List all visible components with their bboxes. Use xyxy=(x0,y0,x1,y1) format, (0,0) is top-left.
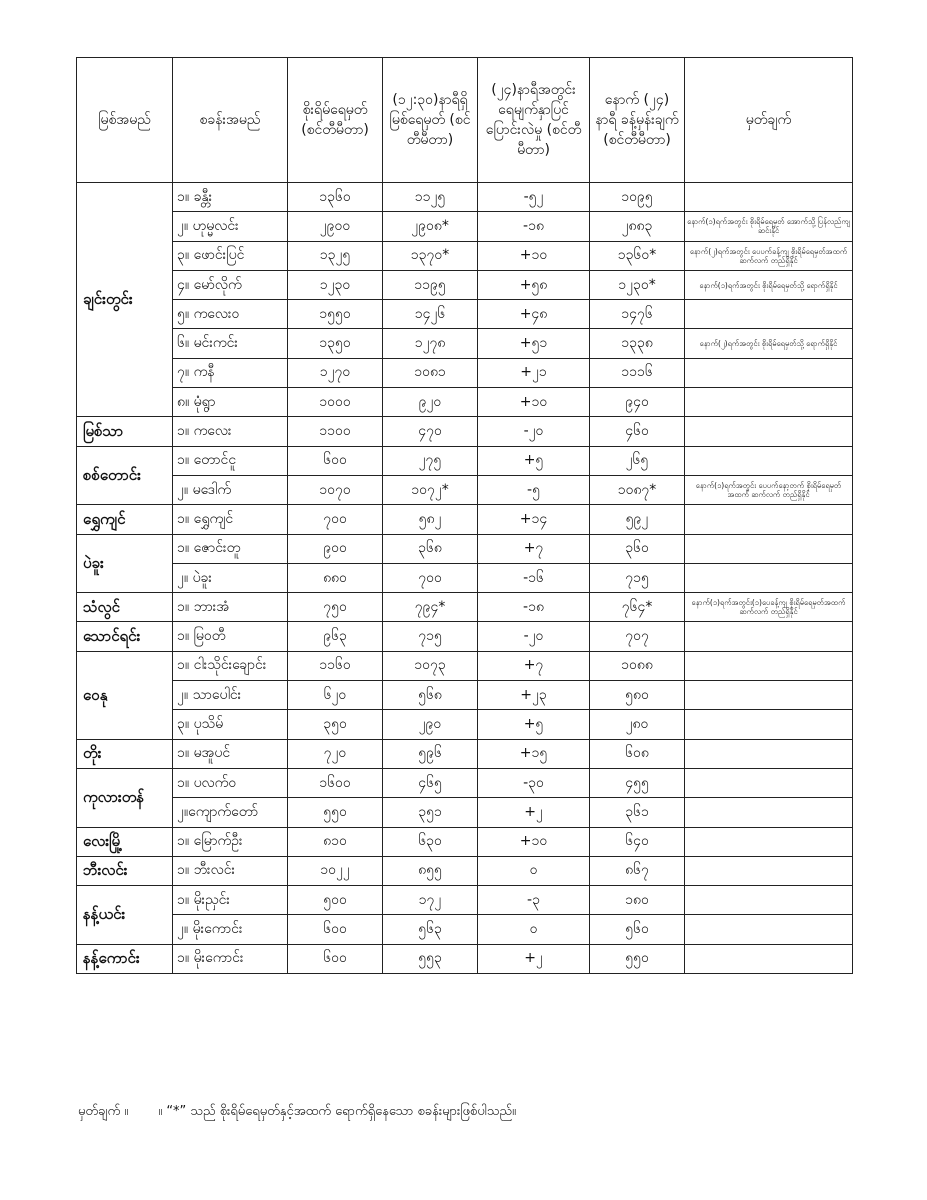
station-name: ၂။ မိုးကောင်း xyxy=(173,915,288,944)
danger-level: ၁၃၂၅ xyxy=(288,241,383,270)
footnote-label: မှတ်ချက် ။ xyxy=(78,1104,129,1119)
table-row xyxy=(77,827,853,856)
danger-level: ၁၀၂၂ xyxy=(288,856,383,885)
river-name: ပဲခူး xyxy=(77,534,173,593)
table-row xyxy=(77,886,853,915)
level-change: -၂၀ xyxy=(478,417,590,446)
remark: နောက်(၂)ရက်အတွင်း စိုးရိမ်ရေမှတ်သို့ ရောက်ရှိနိုင် xyxy=(685,329,853,358)
remark xyxy=(685,915,853,944)
forecast-level: ၂၈၀ xyxy=(590,710,685,739)
river-name: စစ်တောင်း xyxy=(77,446,173,505)
current-level: ၄၆၅ xyxy=(383,768,478,797)
forecast-level: ၅၆၀ xyxy=(590,915,685,944)
danger-level: ၇၀၀ xyxy=(288,505,383,534)
station-name: ၁။ ဘားအံ xyxy=(173,593,288,622)
station-name: ၁။ ပလက်ဝ xyxy=(173,768,288,797)
danger-level: ၁၆၀၀ xyxy=(288,768,383,797)
current-level: ၂၉၀၈* xyxy=(383,212,478,241)
remark xyxy=(685,768,853,797)
level-change: +၁၀ xyxy=(478,388,590,417)
danger-level: ၇၂၀ xyxy=(288,739,383,768)
danger-level: ၇၅၀ xyxy=(288,593,383,622)
level-change: +၁၀ xyxy=(478,827,590,856)
remark xyxy=(685,505,853,534)
current-level: ၅၆၈ xyxy=(383,681,478,710)
remark xyxy=(685,183,853,212)
remark xyxy=(685,739,853,768)
remark xyxy=(685,710,853,739)
table-row xyxy=(77,270,853,299)
danger-level: ၁၀၀၀ xyxy=(288,388,383,417)
river-name: ရွှေကျင် xyxy=(77,505,173,534)
station-name: ၄။ မော်လိုက် xyxy=(173,270,288,299)
remark xyxy=(685,651,853,680)
table-row xyxy=(77,183,853,212)
level-change: -၁၈ xyxy=(478,593,590,622)
river-name: ဘီးလင်း xyxy=(77,856,173,885)
station-name: ၁။ ငါးသိုင်းချောင်း xyxy=(173,651,288,680)
station-name: ၁။ မြဝတီ xyxy=(173,622,288,651)
forecast-level: ၂၆၅ xyxy=(590,446,685,475)
current-level: ၁၀၇၂* xyxy=(383,475,478,504)
table-row xyxy=(77,915,853,944)
current-level: ၁၄၂၆ xyxy=(383,300,478,329)
station-name: ၁။ မိုးကောင်း xyxy=(173,944,288,973)
current-level: ၁၀၈၁ xyxy=(383,358,478,387)
level-change: +၁၀ xyxy=(478,241,590,270)
table-row xyxy=(77,768,853,797)
forecast-level: ၇၀၇ xyxy=(590,622,685,651)
level-change: -၃ xyxy=(478,886,590,915)
station-name: ၂။ မဒေါက် xyxy=(173,475,288,504)
station-name: ၁။ ခန္တီး xyxy=(173,183,288,212)
header-danger-level: စိုးရိမ်ရေမှတ် (စင်တီမီတာ) xyxy=(288,58,383,183)
table-row xyxy=(77,212,853,241)
table-row xyxy=(77,563,853,592)
station-name: ၃။ ပုသိမ် xyxy=(173,710,288,739)
forecast-level: ၁၀၈၈ xyxy=(590,651,685,680)
danger-level: ၆၂၀ xyxy=(288,681,383,710)
danger-level: ၅၀၀ xyxy=(288,886,383,915)
level-change: +၅၈ xyxy=(478,270,590,299)
danger-level: ၅၅၀ xyxy=(288,798,383,827)
river-name: မြစ်သာ xyxy=(77,417,173,446)
remark xyxy=(685,446,853,475)
current-level: ၂၉၀ xyxy=(383,710,478,739)
river-name: နန့်ကောင်း xyxy=(77,944,173,973)
current-level: ၁၂၇၈ xyxy=(383,329,478,358)
table-row xyxy=(77,593,853,622)
table-row xyxy=(77,710,853,739)
danger-level: ၆၀၀ xyxy=(288,944,383,973)
level-change: -၂၀ xyxy=(478,622,590,651)
danger-level: ၁၃၆၀ xyxy=(288,183,383,212)
danger-level: ၁၁၆၀ xyxy=(288,651,383,680)
danger-level: ၁၃၅၀ xyxy=(288,329,383,358)
current-level: ၅၉၆ xyxy=(383,739,478,768)
danger-level: ၉၆၃ xyxy=(288,622,383,651)
level-change: +၄၈ xyxy=(478,300,590,329)
forecast-level: ၃၆၁ xyxy=(590,798,685,827)
river-name: တိုး xyxy=(77,739,173,768)
level-change: +၅ xyxy=(478,710,590,739)
station-name: ၁။ မြောက်ဦး xyxy=(173,827,288,856)
level-change: +၂၃ xyxy=(478,681,590,710)
level-change: -၁၆ xyxy=(478,563,590,592)
level-change: -၅၂ xyxy=(478,183,590,212)
current-level: ၄၇၀ xyxy=(383,417,478,446)
table-row xyxy=(77,856,853,885)
current-level: ၃၆၈ xyxy=(383,534,478,563)
station-name: ၂။ ပဲခူး xyxy=(173,563,288,592)
station-name: ၃။ ဖောင်းပြင် xyxy=(173,241,288,270)
current-level: ၅၅၃ xyxy=(383,944,478,973)
remark: နောက်(၁)ရက်အတွင်း(၁)ပေခန့်ကျ စိုးရိမ်ရေမှတ်အထက် ဆက်လက် တည်ရှိနိုင် xyxy=(685,593,853,622)
current-level: ၁၀၇၃ xyxy=(383,651,478,680)
danger-level: ၁၅၅၀ xyxy=(288,300,383,329)
table-row xyxy=(77,651,853,680)
current-level: ၅၈၂ xyxy=(383,505,478,534)
river-name: သောင်ရင်း xyxy=(77,622,173,651)
forecast-level: ၆၄၀ xyxy=(590,827,685,856)
current-level: ၇၁၅ xyxy=(383,622,478,651)
remark xyxy=(685,886,853,915)
footnote-text: ။ “*” သည် စိုးရိမ်ရေမှတ်နှင့်အထက် ရောက်ရှိနေသော စခန်းများဖြစ်ပါသည်။ xyxy=(158,1104,516,1119)
table-row xyxy=(77,329,853,358)
danger-level: ၁၂၃၀ xyxy=(288,270,383,299)
remark xyxy=(685,681,853,710)
level-change: +၅ xyxy=(478,446,590,475)
table-header xyxy=(77,58,853,183)
current-level: ၂၇၅ xyxy=(383,446,478,475)
header-24h-change: (၂၄)နာရီအတွင်း ရေမျက်နှာပြင် ပြောင်းလဲမှု (စင်တီမီတာ) xyxy=(478,58,590,183)
table-row xyxy=(77,446,853,475)
level-change: +၂ xyxy=(478,798,590,827)
danger-level: ၈၁၀ xyxy=(288,827,383,856)
station-name: ၂။ ဟုမ္မလင်း xyxy=(173,212,288,241)
forecast-level: ၇၆၄* xyxy=(590,593,685,622)
table-row xyxy=(77,475,853,504)
forecast-level: ၅၈၀ xyxy=(590,681,685,710)
station-name: ၁။ တောင်ငူ xyxy=(173,446,288,475)
table-row xyxy=(77,300,853,329)
forecast-level: ၆၀၈ xyxy=(590,739,685,768)
remark xyxy=(685,798,853,827)
table-row xyxy=(77,622,853,651)
forecast-level: ၇၁၅ xyxy=(590,563,685,592)
danger-level: ၆၀၀ xyxy=(288,915,383,944)
level-change: ၀ xyxy=(478,856,590,885)
danger-level: ၂၉၀၀ xyxy=(288,212,383,241)
remark xyxy=(685,563,853,592)
river-name: နန့်ယင်း xyxy=(77,886,173,945)
table-row xyxy=(77,505,853,534)
level-change: +၇ xyxy=(478,534,590,563)
table-row xyxy=(77,358,853,387)
danger-level: ၁၁၀၀ xyxy=(288,417,383,446)
current-level: ၇၉၄* xyxy=(383,593,478,622)
level-change: +၂ xyxy=(478,944,590,973)
header-river-name: မြစ်အမည် xyxy=(77,58,173,183)
forecast-level: ၉၄၀ xyxy=(590,388,685,417)
current-level: ၈၅၅ xyxy=(383,856,478,885)
danger-level: ၉၀၀ xyxy=(288,534,383,563)
remark: နောက်(၁)ရက်အတွင်း စိုးရိမ်ရေမှတ်သို့ ရောက်ရှိနိုင် xyxy=(685,270,853,299)
river-level-table xyxy=(76,57,853,974)
forecast-level: ၁၃၆၀* xyxy=(590,241,685,270)
remark xyxy=(685,388,853,417)
footnote xyxy=(78,1103,516,1122)
table-row xyxy=(77,388,853,417)
level-change: -၅ xyxy=(478,475,590,504)
danger-level: ၃၅၀ xyxy=(288,710,383,739)
forecast-level: ၅၅၀ xyxy=(590,944,685,973)
danger-level: ၈၈၀ xyxy=(288,563,383,592)
current-level: ၅၆၃ xyxy=(383,915,478,944)
header-24h-forecast: နောက် (၂၄) နာရီ ခန့်မှန်းချက် (စင်တီမီတာ) xyxy=(590,58,685,183)
station-name: ၁။ မိုးညှင်း xyxy=(173,886,288,915)
forecast-level: ၃၆၀ xyxy=(590,534,685,563)
level-change: -၃၀ xyxy=(478,768,590,797)
forecast-level: ၁၃၃၈ xyxy=(590,329,685,358)
station-name: ၅။ ကလေးဝ xyxy=(173,300,288,329)
remark xyxy=(685,358,853,387)
level-change: +၅၁ xyxy=(478,329,590,358)
current-level: ၁၁၂၅ xyxy=(383,183,478,212)
forecast-level: ၁၀၉၅ xyxy=(590,183,685,212)
river-name: ဝေနု xyxy=(77,651,173,739)
header-current-level: (၁၂:၃၀)နာရီရှိ မြစ်ရေမှတ် (စင်တီမီတာ) xyxy=(383,58,478,183)
forecast-level: ၁၁၁၆ xyxy=(590,358,685,387)
danger-level: ၆၀၀ xyxy=(288,446,383,475)
forecast-level: ၁၄၇၆ xyxy=(590,300,685,329)
river-name: သံလွင် xyxy=(77,593,173,622)
station-name: ၇။ ကနီ xyxy=(173,358,288,387)
forecast-level: ၅၉၂ xyxy=(590,505,685,534)
table-row xyxy=(77,944,853,973)
current-level: ၉၂၀ xyxy=(383,388,478,417)
header-station-name: စခန်းအမည် xyxy=(173,58,288,183)
current-level: ၇၀၀ xyxy=(383,563,478,592)
current-level: ၁၇၂ xyxy=(383,886,478,915)
danger-level: ၁၂၇၀ xyxy=(288,358,383,387)
table-row xyxy=(77,739,853,768)
header-remark: မှတ်ချက် xyxy=(685,58,853,183)
remark: နောက်(၁)ရက်အတွင်း စိုးရိမ်ရေမှတ် အောက်သို့ ပြန်လည်ကျဆင်းနိုင် xyxy=(685,212,853,241)
station-name: ၁။ ရွှေကျင် xyxy=(173,505,288,534)
station-name: ၂။ သာပေါင်း xyxy=(173,681,288,710)
current-level: ၁၁၉၅ xyxy=(383,270,478,299)
remark xyxy=(685,856,853,885)
station-name: ၁။ ဇောင်းတူ xyxy=(173,534,288,563)
remark: နောက်(၂)ရက်အတွင်း ပေပက်ခန့်ကျ စိုးရိမ်ရေမှတ်အထက်ဆက်လက် တည်ရှိနိုင် xyxy=(685,241,853,270)
remark xyxy=(685,827,853,856)
forecast-level: ၁၂၃၀* xyxy=(590,270,685,299)
table-row xyxy=(77,534,853,563)
remark: နောက်(၁)ရက်အတွင်း ပေပက်နော့တက် စိုးရိမ်ရေမှတ်အထက် ဆက်လက် တည်ရှိနိုင် xyxy=(685,475,853,504)
river-name: ကုလားတန် xyxy=(77,768,173,827)
level-change: +၇ xyxy=(478,651,590,680)
table-row xyxy=(77,417,853,446)
table-row xyxy=(77,241,853,270)
forecast-level: ၄၅၅ xyxy=(590,768,685,797)
forecast-level: ၁၈၀ xyxy=(590,886,685,915)
river-name: လေးမြို့ xyxy=(77,827,173,856)
current-level: ၃၅၁ xyxy=(383,798,478,827)
forecast-level: ၂၈၈၃ xyxy=(590,212,685,241)
table-body xyxy=(77,183,853,974)
table-row xyxy=(77,798,853,827)
station-name: ၆။ မင်းကင်း xyxy=(173,329,288,358)
danger-level: ၁၀၇၀ xyxy=(288,475,383,504)
station-name: ၈။ မုံရွာ xyxy=(173,388,288,417)
level-change: +၁၄ xyxy=(478,505,590,534)
level-change: +၂၁ xyxy=(478,358,590,387)
forecast-level: ၁၀၈၇* xyxy=(590,475,685,504)
remark xyxy=(685,417,853,446)
remark xyxy=(685,622,853,651)
forecast-level: ၈၆၇ xyxy=(590,856,685,885)
current-level: ၆၃၀ xyxy=(383,827,478,856)
station-name: ၂။ကျောက်တော် xyxy=(173,798,288,827)
table-row xyxy=(77,681,853,710)
station-name: ၁။ ဘီးလင်း xyxy=(173,856,288,885)
level-change: ၀ xyxy=(478,915,590,944)
level-change: +၁၅ xyxy=(478,739,590,768)
station-name: ၁။ မအူပင် xyxy=(173,739,288,768)
current-level: ၁၃၇၀* xyxy=(383,241,478,270)
remark xyxy=(685,534,853,563)
river-name: ချင်းတွင်း xyxy=(77,183,173,417)
level-change: -၁၈ xyxy=(478,212,590,241)
station-name: ၁။ ကလေး xyxy=(173,417,288,446)
forecast-level: ၄၆၀ xyxy=(590,417,685,446)
remark xyxy=(685,300,853,329)
remark xyxy=(685,944,853,973)
